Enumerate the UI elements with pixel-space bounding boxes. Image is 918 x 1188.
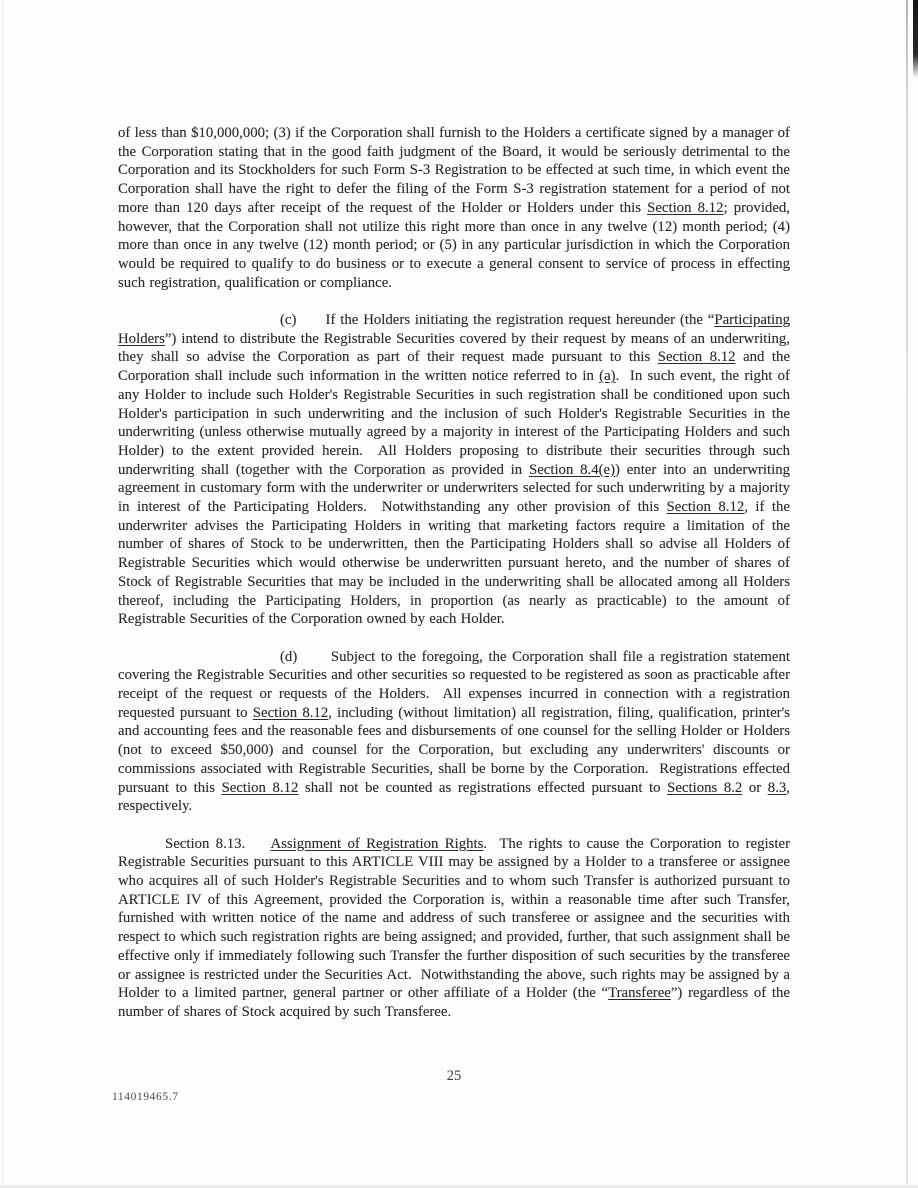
underlined-text: Section 8.12 <box>657 349 736 366</box>
body-text: Section 8.13. <box>165 835 271 852</box>
body-text: or <box>742 779 768 796</box>
body-text: , respectively. <box>118 779 790 815</box>
body-text: ) enter into an underwriting agreement in customary form with the underwriter or underwriters selected for such underwriting by a majority in interest of the Participating Holders. Notwithstanding any other provision of this <box>118 461 791 516</box>
underlined-text: Assignment of Registration Rights <box>270 835 484 852</box>
body-text: , if the underwriter advises the Participating Holders in writing that marketing factors require a limitation of the number of shares of Stock to be underwritten, then the Participating Holders shall so advise all Holders of Registrable Securities which would otherwise be underwritten pursuant hereto, and the number of shares of Stock of Registrable Securities that may be included in the underwriting shall be allocated among all Holders thereof, including the Participating Holders, in proportion (as nearly as practicable) to the amount of Registrable Securities of the Corporation owned by each Holder. <box>118 499 790 628</box>
scan-edge-line-right <box>906 0 908 1188</box>
underlined-text: Section 8.12 <box>666 499 745 516</box>
para-c <box>118 311 790 629</box>
para-d <box>118 648 790 816</box>
body-text: (d) Subject to the foregoing, the Corporation shall file a registration statement covering the Registrable Securities and other securities so requested to be registered as soon as practicable after receipt of the request or requests of the Holders. All expenses incurred in connection with a registration requested pursuant to <box>118 648 790 721</box>
underlined-text: Transferee <box>608 985 671 1002</box>
underlined-text: 8.3 <box>767 779 787 796</box>
body-text: shall not be counted as registrations effected pursuant to <box>298 779 668 796</box>
scan-edge-line-left <box>2 0 3 1188</box>
body-text: ”) intend to distribute the Registrable Securities covered by their request by means of an underwriting, they shall so advise the Corporation as part of their request made pursuant to this <box>118 330 790 366</box>
document-body <box>118 124 790 1040</box>
underlined-text: Section 8.12 <box>252 704 329 721</box>
underlined-text: Participating Holders <box>118 312 790 347</box>
body-text: and the Corporation shall include such information in the written notice referred to in <box>118 349 791 385</box>
document-control-number: 114019465.7 <box>112 1091 179 1103</box>
body-text: (c) If the Holders initiating the registration request hereunder (the “ <box>280 312 715 329</box>
scan-corner-mark <box>913 0 918 78</box>
underlined-text: Section 8.12 <box>647 199 724 216</box>
underlined-text: Section 8.12 <box>221 779 299 796</box>
body-text: . The rights to cause the Corporation to register Registrable Securities pursuant to this ARTICLE VIII may be assigned by a Holder to a transferee or assignee who acquires all of such Holder's Registrable Securities and to whom such Transfer is authorized pursuant to ARTICLE IV of this Agreement, provided the Corporation is, within a reasonable time after such Transfer, furnished with written notice of the name and address of such transferee or assignee and the securities with respect to which such registration rights are being assigned; and provided, further, that such assignment shall be effective only if immediately following such Transfer the further disposition of such securities by the transferee or assignee is restricted under the Securities Act. Notwithstanding the above, such rights may be assigned by a Holder to a limited partner, general partner or other affiliate of a Holder (the “ <box>118 835 790 1002</box>
underlined-text: Section 8.4(e) <box>528 461 616 478</box>
body-text: . In such event, the right of any Holder to include such Holder's Registrable Securities in such registration shall be conditioned upon such Holder's participation in such underwriting and the inclusion of such Holder's Registrable Securities in the underwriting (unless otherwise mutually agreed by a majority in interest of the Participating Holders and such Holder) to the extent provided herein. All Holders proposing to distribute their securities through such underwriting shall (together with the Corporation as provided in <box>118 368 790 478</box>
body-text: ; provided, however, that the Corporation shall not utilize this right more than once in any twelve (12) month period; (4) more than once in any twelve (12) month period; or (5) in any particular jurisdiction in which the Corporation would be required to qualify to do business or to execute a general consent to service of process in effecting such registration, qualification or compliance. <box>118 199 790 291</box>
underlined-text: (a) <box>599 368 616 385</box>
body-text: ”) regardless of the number of shares of Stock acquired by such Transferee. <box>118 985 790 1020</box>
underlined-text: Sections 8.2 <box>667 779 743 796</box>
body-text: , including (without limitation) all registration, filing, qualification, printer's and accounting fees and the reasonable fees and disbursements of one counsel for the selling Holder or Holders (not to exceed $50,000) and counsel for the Corporation, but excluding any underwriters' discounts or commissions associated with Registrable Securities, shall be borne by the Corporation. Registrations effected pursuant to this <box>118 704 791 796</box>
para-continuation <box>118 124 790 292</box>
page-number: 25 <box>446 1068 462 1084</box>
body-text: of less than $10,000,000; (3) if the Corporation shall furnish to the Holders a certificate signed by a manager of the Corporation stating that in the good faith judgment of the Board, it would be seriously detrimental to the Corporation and its Stockholders for such Form S-3 Registration to be effected at such time, in which event the Corporation shall have the right to defer the filing of the Form S-3 registration statement for a period of not more than 120 days after receipt of the request of the Holder or Holders under this <box>118 125 790 216</box>
para-section-8-13 <box>118 835 790 1022</box>
